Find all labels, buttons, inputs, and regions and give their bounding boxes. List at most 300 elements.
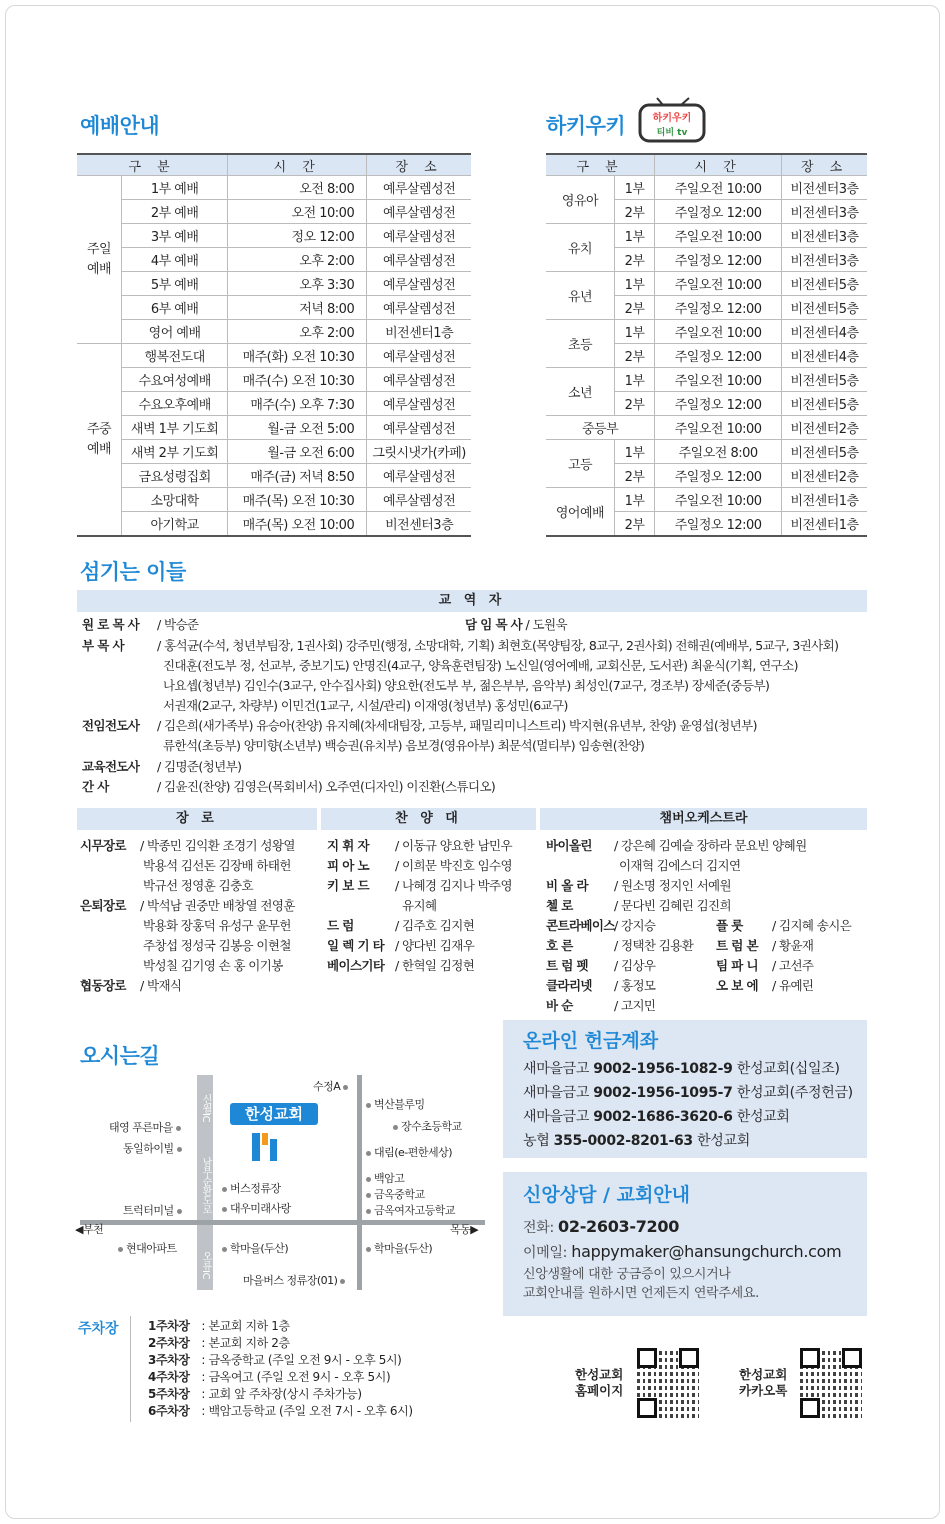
- worship-name: 2부 예배: [122, 200, 228, 224]
- worship-name: 새벽 2부 기도회: [122, 440, 228, 464]
- worship-time: 저녁 8:00: [228, 296, 367, 320]
- orchestra-names: / 김상우: [614, 958, 656, 973]
- worship-time: 오전 10:00: [228, 200, 367, 224]
- orchestra-names: / 강지승: [614, 918, 656, 933]
- worship-place: 예루살렘성전: [367, 176, 471, 200]
- offering-account: [523, 1057, 867, 1081]
- hakiuki-row: [546, 416, 867, 440]
- worship-time: 매주(목) 오전 10:00: [228, 512, 367, 537]
- hakiuki-time: 주일오전 10:00: [655, 368, 782, 392]
- parking-desc: 금옥여고 (주일 오전 9시 - 오후 5시): [208, 1370, 391, 1384]
- worship-group-label: 주일 예배: [77, 176, 122, 344]
- church-marker: [230, 1103, 318, 1165]
- staff-line: [82, 777, 495, 797]
- orchestra-names: / 유예린: [772, 978, 814, 993]
- elders-role: 은퇴장로: [80, 898, 126, 913]
- map-dongil: 동일하이빌: [123, 1140, 185, 1156]
- elders-line: [143, 916, 291, 936]
- worship-name: 새벽 1부 기도회: [122, 416, 228, 440]
- worship-place: 예루살렘성전: [367, 200, 471, 224]
- worship-row: [77, 344, 471, 368]
- hakiuki-place: 비전센터4층: [782, 320, 867, 344]
- worship-place: 예루살렘성전: [367, 464, 471, 488]
- choir-header-bar: 찬 양 대: [321, 808, 536, 830]
- hakiuki-row: [546, 176, 867, 200]
- map-label-oryu-ic: 오류IC: [200, 1251, 211, 1279]
- qr-kakao-label: 한성교회 카카오톡: [739, 1367, 788, 1398]
- contact-box: [503, 1172, 867, 1316]
- orchestra-role: 트 럼 본: [716, 938, 758, 953]
- worship-title: 예배안내: [80, 114, 160, 138]
- hakiuki-session: 2부: [615, 296, 655, 320]
- worship-name: 5부 예배: [122, 272, 228, 296]
- map-mokdong: 목동▶: [450, 1223, 479, 1236]
- worship-time: 매주(금) 저녁 8:50: [228, 464, 367, 488]
- worship-place: 비전센터1층: [367, 320, 471, 344]
- hakiuki-time: 주일정오 12:00: [655, 464, 782, 488]
- staff-names: / 박승준: [157, 617, 199, 632]
- choir-role: 베이스기타: [327, 958, 385, 973]
- staff-line: [163, 676, 769, 696]
- worship-time: 매주(목) 오전 10:30: [228, 488, 367, 512]
- orchestra-role: 팀 파 니: [716, 958, 758, 973]
- orchestra-line: [619, 856, 741, 876]
- elders-line: [143, 936, 291, 956]
- directions-title: 오시는길: [80, 1044, 160, 1068]
- hakiuki-row: [546, 320, 867, 344]
- orchestra-role: 플 룻: [716, 918, 743, 933]
- orchestra-line: [546, 916, 655, 936]
- hakiuki-time: 주일정오 12:00: [655, 296, 782, 320]
- offering-account: [523, 1105, 867, 1129]
- worship-row: [77, 392, 471, 416]
- map-geumok: 금옥중학교: [363, 1186, 425, 1202]
- staff-line: [82, 636, 838, 656]
- staff-role: 간 사: [82, 779, 109, 794]
- staff-role: 담 임 목 사: [465, 617, 523, 632]
- hakiuki-place: 비전센터1층: [782, 512, 867, 537]
- parking-desc: 본교회 지하 1층: [208, 1319, 290, 1333]
- parking-item: 1주차장 : 본교회 지하 1층: [148, 1319, 290, 1333]
- map-truck: 트럭터미널: [123, 1202, 185, 1218]
- elders-line: [80, 976, 181, 996]
- orchestra-line: [716, 936, 813, 956]
- orchestra-line: [546, 836, 807, 856]
- worship-place: 예루살렘성전: [367, 488, 471, 512]
- worship-time: 매주(수) 오후 7:30: [228, 392, 367, 416]
- hakiuki-group-label: 유년: [546, 272, 615, 320]
- staff-line: [82, 716, 757, 736]
- parking-item: 4주차장 : 금옥여고 (주일 오전 9시 - 오후 5시): [148, 1370, 391, 1384]
- hakiuki-session: 2부: [615, 248, 655, 272]
- worship-time: 오후 3:30: [228, 272, 367, 296]
- orchestra-line: [546, 956, 655, 976]
- orchestra-role: 오 보 에: [716, 978, 758, 993]
- worship-place: 비전센터3층: [367, 512, 471, 537]
- map-hyundai: 현대아파트: [115, 1240, 177, 1256]
- choir-line: [327, 936, 474, 956]
- offering-account: [523, 1081, 867, 1105]
- parking-name: 6주차장: [148, 1404, 190, 1418]
- orchestra-line: [546, 976, 655, 996]
- staff-names: 나요셉(청년부) 김인수(3교구, 안수집사회) 양요한(전도부 부, 젊은부부, 음악부) 최성인(7교구, 경조부) 장세준(중등부): [163, 678, 770, 693]
- worship-row: [77, 296, 471, 320]
- worship-header-cell: 구 분: [77, 154, 228, 176]
- elders-names: 박용석 김선돈 김장배 하태헌: [143, 858, 291, 873]
- hakiuki-place: 비전센터5층: [782, 392, 867, 416]
- parking-desc: 본교회 지하 2층: [208, 1336, 290, 1350]
- worship-row: [77, 488, 471, 512]
- parking-desc: 금옥중학교 (주일 오전 9시 - 오후 5시): [208, 1353, 402, 1367]
- hakiuki-header-cell: 시 간: [655, 154, 782, 176]
- orchestra-line: [716, 916, 851, 936]
- hakiuki-session: 2부: [615, 392, 655, 416]
- elders-names: / 박재식: [140, 978, 182, 993]
- hakiuki-logo: [637, 97, 707, 143]
- hakiuki-group-label: 초등: [546, 320, 615, 368]
- worship-time: 매주(수) 오전 10:30: [228, 368, 367, 392]
- choir-names: / 양다빈 김재우: [395, 938, 475, 953]
- hakiuki-session: 2부: [615, 344, 655, 368]
- qr-homepage-label: 한성교회 홈페이지: [575, 1367, 624, 1398]
- elders-role: 시무장로: [80, 838, 126, 853]
- elders-line: [143, 876, 253, 896]
- hakiuki-group-label: 소년: [546, 368, 615, 416]
- worship-name: 1부 예배: [122, 176, 228, 200]
- hakiuki-row: [546, 272, 867, 296]
- hakiuki-place: 비전센터3층: [782, 248, 867, 272]
- hakiuki-time: 주일오전 10:00: [655, 320, 782, 344]
- hakiuki-header-cell: 구 분: [546, 154, 655, 176]
- worship-name: 아기학교: [122, 512, 228, 537]
- parking-desc: 교회 앞 주차장(상시 주차가능): [208, 1387, 362, 1401]
- parking-name: 3주차장: [148, 1353, 190, 1367]
- worship-row: [77, 248, 471, 272]
- orchestra-role: 트 럼 펫: [546, 958, 588, 973]
- worship-place: 예루살렘성전: [367, 272, 471, 296]
- staff-line: [82, 757, 241, 777]
- hakiuki-time: 주일오전 10:00: [655, 488, 782, 512]
- hakiuki-session: 2부: [615, 512, 655, 537]
- svg-text:하키우키: 하키우키: [652, 113, 692, 124]
- contact-email: 이메일: happymaker@hansungchurch.com: [523, 1242, 842, 1261]
- elders-names: 박규선 정영훈 김충호: [143, 878, 254, 893]
- elders-names: / 박석남 권중만 배창열 전영훈: [140, 898, 295, 913]
- hakiuki-time: 주일정오 12:00: [655, 248, 782, 272]
- orchestra-line: [546, 996, 655, 1016]
- orchestra-names: / 원소명 정지인 서예원: [614, 878, 732, 893]
- hakiuki-row: [546, 488, 867, 512]
- orchestra-role: 클라리넷: [546, 978, 592, 993]
- hakiuki-place: 비전센터5층: [782, 368, 867, 392]
- offering-owner: 한성교회: [736, 1109, 790, 1125]
- offering-bank: 농협: [523, 1133, 550, 1149]
- choir-line: [327, 876, 512, 896]
- staff-line: [163, 696, 568, 716]
- elders-line: [143, 856, 291, 876]
- qr-homepage-icon[interactable]: [637, 1348, 699, 1418]
- offering-bank: 새마을금고: [523, 1109, 590, 1125]
- map-sujeong-a: 수정A: [313, 1078, 351, 1094]
- hakiuki-session: 1부: [615, 272, 655, 296]
- elders-names: 주창섭 정성국 김봉응 이현철: [143, 938, 291, 953]
- hakiuki-time: 주일정오 12:00: [655, 512, 782, 537]
- hakiuki-time: 주일오전 10:00: [655, 416, 782, 440]
- elders-line: [80, 896, 295, 916]
- map-daewoo: 대우미래사랑: [219, 1200, 291, 1216]
- staff-title: 섬기는 이들: [80, 560, 186, 584]
- hakiuki-group-label: 영어예배: [546, 488, 615, 537]
- staff-names: / 김명준(청년부): [157, 759, 242, 774]
- choir-role: 지 휘 자: [327, 838, 369, 853]
- map-village-bus: 마을버스 정류장(01): [243, 1272, 348, 1288]
- map: [75, 1070, 490, 1295]
- orchestra-line: [546, 896, 731, 916]
- phone-link[interactable]: 02-2603-7200: [558, 1217, 680, 1236]
- hakiuki-place: 비전센터1층: [782, 488, 867, 512]
- staff-line: [163, 736, 644, 756]
- staff-names: / 도원욱: [525, 617, 567, 632]
- worship-row: [77, 272, 471, 296]
- offering-number[interactable]: 9002-1956-1082-9: [593, 1061, 733, 1077]
- church-logo-icon: [230, 1125, 318, 1163]
- hakiuki-time: 주일오전 10:00: [655, 224, 782, 248]
- orchestra-names: / 홍정모: [614, 978, 656, 993]
- worship-row: [77, 176, 471, 200]
- hakiuki-place: 비전센터3층: [782, 224, 867, 248]
- staff-role: 전임전도사: [82, 718, 140, 733]
- svg-text:티비 tv: 티비 tv: [656, 128, 688, 138]
- orchestra-names: / 고지민: [614, 998, 656, 1013]
- hakiuki-time: 주일정오 12:00: [655, 392, 782, 416]
- worship-row: [77, 368, 471, 392]
- orchestra-line: [546, 876, 731, 896]
- hakiuki-time: 주일오전 10:00: [655, 176, 782, 200]
- staff-role: 교육전도사: [82, 759, 140, 774]
- worship-place: 그릿시냇가(카페): [367, 440, 471, 464]
- map-geumok-girls: 금옥여자고등학교: [363, 1202, 455, 1218]
- worship-name: 영어 예배: [122, 320, 228, 344]
- worship-time: 오후 2:00: [228, 248, 367, 272]
- map-bus-stop: 버스정류장: [219, 1180, 281, 1196]
- orchestra-role: 바이올린: [546, 838, 592, 853]
- orchestra-header-bar: 챔버오케스트라: [540, 808, 867, 830]
- worship-name: 4부 예배: [122, 248, 228, 272]
- offering-title: 온라인 헌금계좌: [523, 1030, 659, 1052]
- elders-names: / 박종민 김익환 조경기 성왕열: [140, 838, 295, 853]
- orchestra-names: / 강은혜 김예슬 장하라 문요빈 양혜원: [614, 838, 807, 853]
- offering-number[interactable]: 9002-1956-1095-7: [593, 1085, 733, 1101]
- hakiuki-time: 주일정오 12:00: [655, 200, 782, 224]
- staff-names: / 김은희(새가족부) 유승아(찬양) 유지혜(차세대팀장, 고등부, 패밀리미니스트리) 박지현(유년부, 찬양) 윤영섭(청년부): [157, 718, 757, 733]
- orchestra-names: / 고선주: [772, 958, 814, 973]
- hakiuki-session: 1부: [615, 488, 655, 512]
- map-label-nambu: 남부순환도로: [200, 1156, 211, 1214]
- hakiuki-header-cell: 장 소: [782, 154, 867, 176]
- worship-place: 예루살렘성전: [367, 224, 471, 248]
- orchestra-names: / 정택찬 김용환: [614, 938, 694, 953]
- hakiuki-row: [546, 368, 867, 392]
- orchestra-line: [716, 956, 813, 976]
- hakiuki-place: 비전센터3층: [782, 176, 867, 200]
- worship-header-cell: 시 간: [228, 154, 367, 176]
- hakiuki-place: 비전센터2층: [782, 416, 867, 440]
- parking-item: 6주차장 : 백암고등학교 (주일 오전 7시 - 오후 6시): [148, 1404, 413, 1418]
- map-jangsu: 장수초등학교: [390, 1118, 462, 1134]
- hakiuki-session: 1부: [615, 224, 655, 248]
- elders-line: [143, 956, 283, 976]
- orchestra-role: 호 른: [546, 938, 573, 953]
- staff-line: [163, 656, 798, 676]
- staff-names: / 홍석균(수석, 청년부팀장, 1권사회) 강주민(행정, 소망대학, 기획) 최현호(목양팀장, 8교구, 2권사회) 전해권(예배부, 5교구, 3권사회): [157, 638, 839, 653]
- hakiuki-session: 1부: [615, 440, 655, 464]
- staff-role: 부 목 사: [82, 638, 124, 653]
- worship-place: 예루살렘성전: [367, 344, 471, 368]
- offering-number[interactable]: 355-0002-8201-63: [553, 1133, 693, 1149]
- hakiuki-row: [546, 224, 867, 248]
- map-bucheon: ◀부천: [75, 1223, 104, 1236]
- hakiuki-table: [546, 153, 867, 537]
- worship-time: 월-금 오전 5:00: [228, 416, 367, 440]
- worship-row: [77, 440, 471, 464]
- contact-note-1: 신앙생활에 대한 궁금증이 있으시거나: [523, 1267, 731, 1282]
- parking-name: 4주차장: [148, 1370, 190, 1384]
- hakiuki-session: 2부: [615, 464, 655, 488]
- choir-role: 키 보 드: [327, 878, 369, 893]
- offering-box: [503, 1020, 867, 1158]
- hakiuki-group-label: 영유아: [546, 176, 615, 224]
- worship-place: 예루살렘성전: [367, 248, 471, 272]
- map-baegam: 백암고: [363, 1170, 404, 1186]
- hakiuki-header-row: [546, 154, 867, 176]
- elders-line: [80, 836, 295, 856]
- choir-role: 피 아 노: [327, 858, 369, 873]
- orchestra-line: [716, 976, 813, 996]
- worship-row: [77, 224, 471, 248]
- staff-line: [82, 615, 198, 635]
- offering-account: [523, 1129, 867, 1153]
- offering-owner: 한성교회: [697, 1133, 750, 1149]
- parking-desc: 백암고등학교 (주일 오전 7시 - 오후 6시): [208, 1404, 413, 1418]
- worship-row: [77, 320, 471, 344]
- choir-names: 유지혜: [402, 898, 437, 913]
- parking-name: 2주차장: [148, 1336, 190, 1350]
- choir-line: [327, 836, 512, 856]
- parking-name: 5주차장: [148, 1387, 190, 1401]
- choir-names: / 김주호 김지현: [395, 918, 475, 933]
- hakiuki-time: 주일정오 12:00: [655, 344, 782, 368]
- worship-row: [77, 464, 471, 488]
- parking-item: 5주차장 : 교회 앞 주차장(상시 주차가능): [148, 1387, 362, 1401]
- offering-number[interactable]: 9002-1686-3620-6: [593, 1109, 733, 1125]
- map-hakmaeul-left: 학마을(두산): [219, 1240, 288, 1256]
- hakiuki-place: 비전센터3층: [782, 200, 867, 224]
- church-name: 한성교회: [230, 1103, 318, 1125]
- worship-time: 매주(화) 오전 10:30: [228, 344, 367, 368]
- hakiuki-place: 비전센터2층: [782, 464, 867, 488]
- hakiuki-session: 1부: [615, 320, 655, 344]
- parking-item: 3주차장 : 금옥중학교 (주일 오전 9시 - 오후 5시): [148, 1353, 402, 1367]
- offering-owner: 한성교회(십일조): [736, 1061, 840, 1077]
- orchestra-role: 콘트라베이스: [546, 918, 615, 933]
- hakiuki-row: [546, 440, 867, 464]
- choir-role: 드 럼: [327, 918, 354, 933]
- choir-line: [327, 956, 474, 976]
- parking-name: 1주차장: [148, 1319, 190, 1333]
- worship-row: [77, 512, 471, 537]
- worship-name: 행복전도대: [122, 344, 228, 368]
- offering-owner: 한성교회(주정헌금): [736, 1085, 853, 1101]
- offering-bank: 새마을금고: [523, 1061, 590, 1077]
- choir-names: / 나혜경 김지나 박주영: [395, 878, 513, 893]
- worship-group-label: 주중 예배: [77, 344, 122, 537]
- worship-time: 오전 8:00: [228, 176, 367, 200]
- hakiuki-session: 1부: [615, 368, 655, 392]
- orchestra-names: 이재혁 김에스더 김지연: [619, 858, 741, 873]
- email-link[interactable]: happymaker@hansungchurch.com: [571, 1242, 842, 1261]
- hakiuki-place: 비전센터5층: [782, 440, 867, 464]
- qr-kakao-icon[interactable]: [800, 1348, 862, 1418]
- map-daerim: 대림(e-편한세상): [363, 1144, 452, 1160]
- elders-names: 박성칠 김기영 손 홍 이기봉: [143, 958, 283, 973]
- elders-role: 협동장로: [80, 978, 126, 993]
- choir-role: 일 렉 기 타: [327, 938, 385, 953]
- worship-time: 오후 2:00: [228, 320, 367, 344]
- orchestra-names: / 황윤재: [772, 938, 814, 953]
- choir-names: / 이동규 양요한 남민우: [395, 838, 513, 853]
- choir-names: / 이희문 박진호 임수영: [395, 858, 513, 873]
- worship-place: 예루살렘성전: [367, 368, 471, 392]
- hakiuki-time: 주일오전 10:00: [655, 272, 782, 296]
- hakiuki-place: 비전센터5층: [782, 272, 867, 296]
- hakiuki-place: 비전센터4층: [782, 344, 867, 368]
- elders-names: 박용화 장홍덕 유성구 윤무헌: [143, 918, 291, 933]
- worship-name: 금요성령집회: [122, 464, 228, 488]
- map-byeoksan: 벽산블루밍: [363, 1096, 425, 1112]
- hakiuki-session: 2부: [615, 200, 655, 224]
- offering-bank: 새마을금고: [523, 1085, 590, 1101]
- contact-phone: 전화: 02-2603-7200: [523, 1217, 680, 1236]
- worship-time: 정오 12:00: [228, 224, 367, 248]
- choir-line: [327, 916, 474, 936]
- orchestra-line: [546, 936, 693, 956]
- hakiuki-group-label: 중등부: [546, 416, 655, 440]
- worship-time: 월-금 오전 6:00: [228, 440, 367, 464]
- hakiuki-group-label: 고등: [546, 440, 615, 488]
- worship-header-cell: 장 소: [367, 154, 471, 176]
- worship-place: 예루살렘성전: [367, 416, 471, 440]
- map-label-sinwol-ic: 신월IC: [200, 1094, 211, 1122]
- orchestra-role: 비 올 라: [546, 878, 588, 893]
- worship-row: [77, 200, 471, 224]
- contact-note-2: 교회안내를 원하시면 언제든지 연락주세요.: [523, 1286, 759, 1301]
- choir-line: [327, 856, 512, 876]
- worship-name: 수요여성예배: [122, 368, 228, 392]
- staff-role: 원 로 목 사: [82, 617, 140, 632]
- hakiuki-title: 하키우키: [546, 114, 626, 138]
- worship-row: [77, 416, 471, 440]
- staff-names: 서권재(2교구, 차량부) 이민건(1교구, 시설/관리) 이재영(청년부) 홍성민(6교구): [163, 698, 568, 713]
- hakiuki-group-label: 유치: [546, 224, 615, 272]
- map-hakmaeul-right: 학마을(두산): [363, 1240, 432, 1256]
- orchestra-role: 첼 로: [546, 898, 573, 913]
- staff-line-secondary: [465, 615, 567, 635]
- orchestra-role: 바 순: [546, 998, 573, 1013]
- contact-title: 신앙상담 / 교회안내: [523, 1184, 691, 1206]
- choir-line: [402, 896, 436, 916]
- hakiuki-place: 비전센터5층: [782, 296, 867, 320]
- worship-name: 6부 예배: [122, 296, 228, 320]
